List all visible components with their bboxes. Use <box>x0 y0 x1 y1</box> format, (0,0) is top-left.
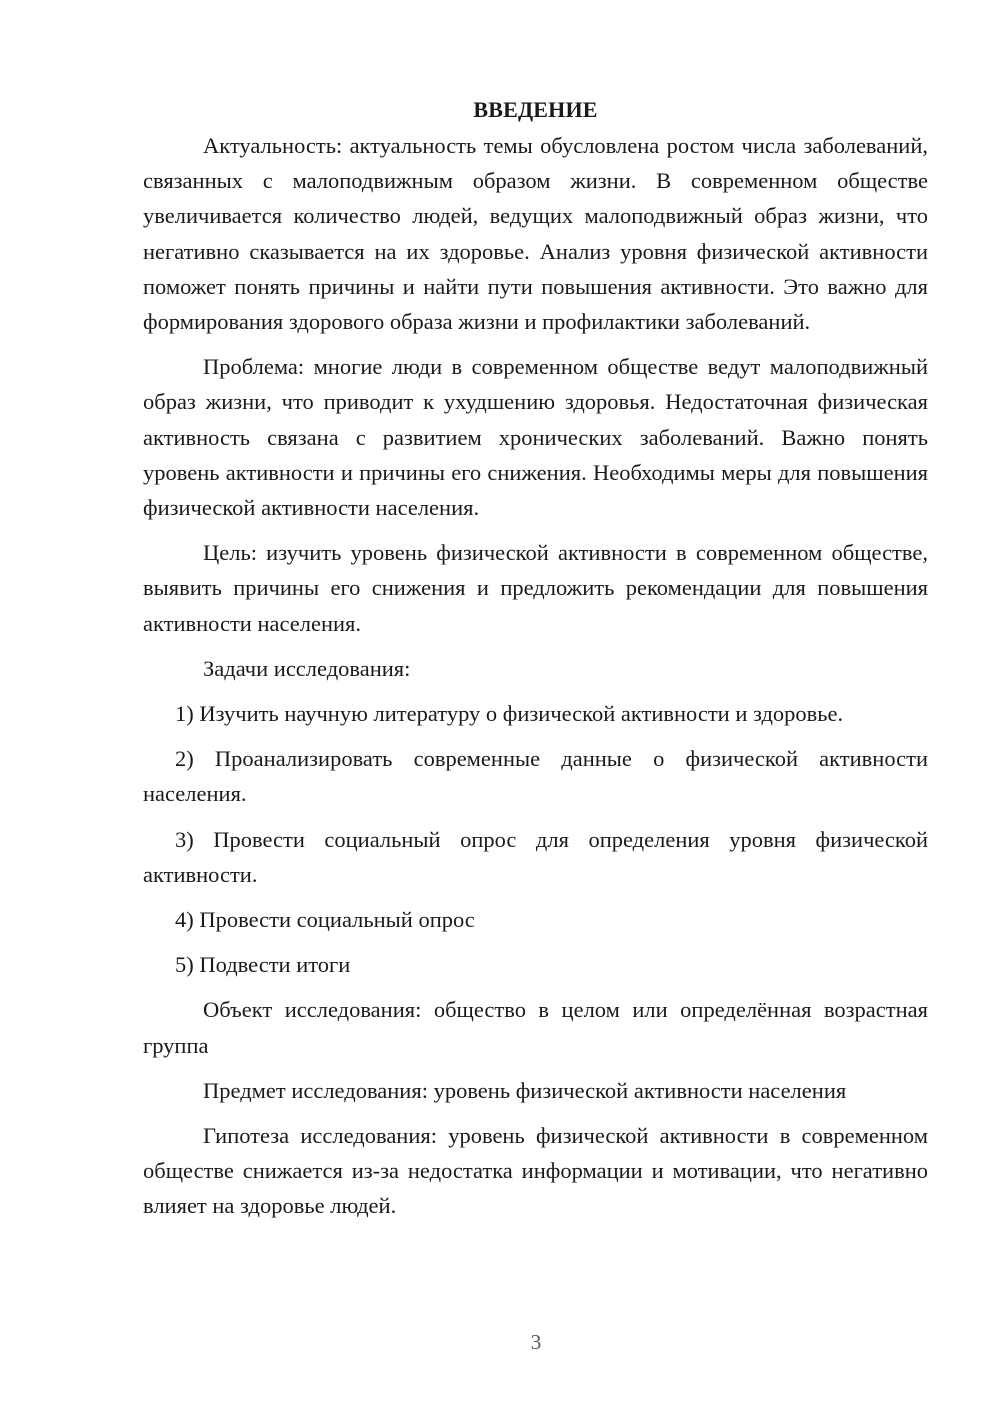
task-item-2: 2) Проанализировать современные данные о физической активности населения. <box>143 746 928 807</box>
task-item-5: 5) Подвести итоги <box>175 952 351 978</box>
paragraph-tasks-heading: Задачи исследования: <box>203 655 411 681</box>
document-page <box>143 92 928 1234</box>
task-item-4: 4) Провести социальный опрос <box>175 907 475 933</box>
paragraph-hypothesis: Гипотеза исследования: уровень физической активности в современном обществе снижается из-за недостатка информации и мотивации, что негативно влияет на здоровье людей. <box>143 1123 928 1219</box>
paragraph-subject: Предмет исследования: уровень физической активности населения <box>203 1077 847 1103</box>
paragraph-goal: Цель: изучить уровень физической активности в современном обществе, выявить причины его снижения и предложить рекомендации для повышения активности населения. <box>143 540 928 636</box>
paragraph-relevance: Актуальность: актуальность темы обусловлена ростом числа заболеваний, связанных с малоподвижным образом жизни. В современном обществе увеличивается количество людей, ведущих малоподвижный образ жизни, что негативно сказывается на их здоровье. Анализ уровня физической активности поможет понять причины и найти пути повышения активности. Это важно для формирования здорового образа жизни и профилактики заболеваний. <box>143 133 928 335</box>
paragraph-problem: Проблема: многие люди в современном обществе ведут малоподвижный образ жизни, что приводит к ухудшению здоровья. Недостаточная физическая активность связана с развитием хронических заболеваний. Важно понять уровень активности и причины его снижения. Необходимы меры для повышения физической активности населения. <box>143 354 928 521</box>
page-number: 3 <box>530 1330 542 1354</box>
section-title: ВВЕДЕНИЕ <box>473 97 598 122</box>
task-item-1: 1) Изучить научную литературу о физической активности и здоровье. <box>175 701 844 727</box>
task-item-3: 3) Провести социальный опрос для определения уровня физической активности. <box>143 826 928 887</box>
paragraph-object: Объект исследования: общество в целом или определённая возрастная группа <box>143 997 928 1058</box>
